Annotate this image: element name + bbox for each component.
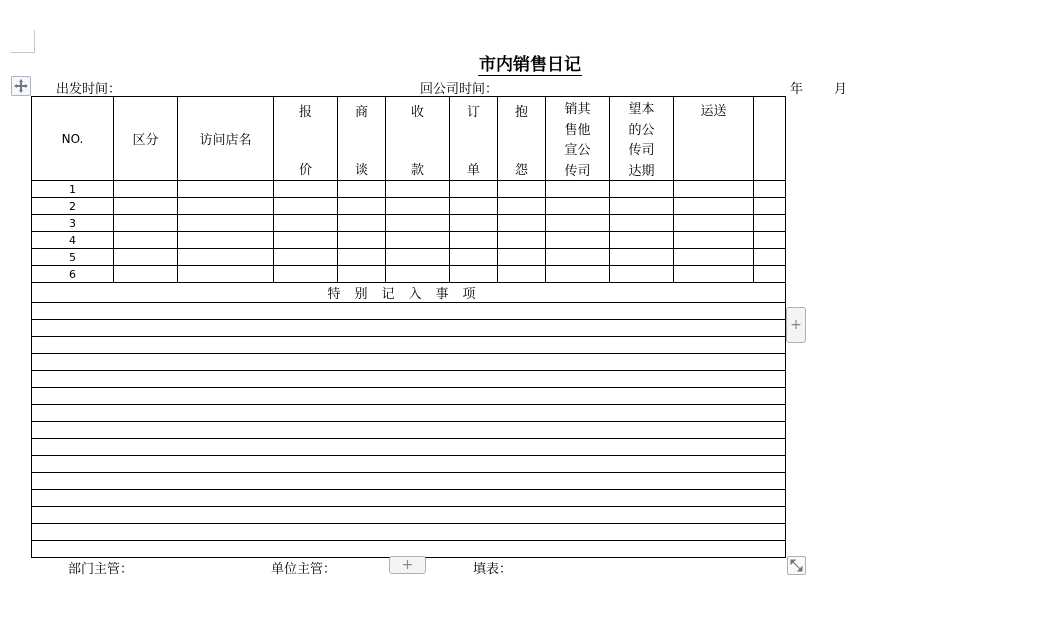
move-arrows-icon <box>14 79 28 93</box>
table-cell[interactable] <box>674 215 754 232</box>
special-notes-row <box>32 283 786 303</box>
table-cell[interactable] <box>546 266 610 283</box>
table-cell[interactable] <box>274 266 338 283</box>
table-cell[interactable] <box>178 266 274 283</box>
header-order[interactable]: 订 单 <box>450 97 498 181</box>
table-row <box>32 181 786 198</box>
table-cell[interactable] <box>546 215 610 232</box>
table-cell[interactable] <box>546 249 610 266</box>
add-column-button[interactable]: + <box>786 307 806 343</box>
header-extra[interactable] <box>754 97 786 181</box>
table-cell[interactable] <box>610 215 674 232</box>
unit-manager-label: 单位主管： <box>271 562 337 577</box>
table-cell[interactable] <box>114 215 178 232</box>
note-line-row <box>32 337 786 354</box>
row-number-cell[interactable]: 3 <box>32 215 114 232</box>
table-cell[interactable] <box>610 266 674 283</box>
dept-manager-label: 部门主管： <box>68 562 134 577</box>
table-cell[interactable] <box>674 266 754 283</box>
table-cell[interactable] <box>338 215 386 232</box>
table-cell[interactable] <box>450 232 498 249</box>
table-row <box>32 215 786 232</box>
note-line-row <box>32 388 786 405</box>
note-line-row <box>32 371 786 388</box>
table-cell[interactable] <box>450 249 498 266</box>
table-cell[interactable] <box>386 198 450 215</box>
table-cell[interactable] <box>754 181 786 198</box>
year-label: 年 <box>790 82 804 97</box>
table-cell[interactable] <box>610 181 674 198</box>
table-cell[interactable] <box>450 181 498 198</box>
month-label: 月 <box>834 82 848 97</box>
table-cell[interactable] <box>338 232 386 249</box>
row-number-cell[interactable]: 5 <box>32 249 114 266</box>
add-row-button[interactable]: + <box>389 556 426 574</box>
row-number-cell[interactable]: 6 <box>32 266 114 283</box>
table-cell[interactable] <box>114 232 178 249</box>
table-cell[interactable] <box>450 198 498 215</box>
table-cell[interactable] <box>450 215 498 232</box>
table-row <box>32 266 786 283</box>
table-cell[interactable] <box>178 215 274 232</box>
table-cell[interactable] <box>674 198 754 215</box>
note-line-cell[interactable] <box>32 303 786 320</box>
table-cell[interactable] <box>498 266 546 283</box>
table-cell[interactable] <box>274 232 338 249</box>
table-cell[interactable] <box>498 181 546 198</box>
table-move-handle[interactable] <box>11 76 31 96</box>
header-row <box>32 97 786 181</box>
note-line-row <box>32 303 786 320</box>
note-line-row <box>32 507 786 524</box>
note-line-row <box>32 354 786 371</box>
table-cell[interactable] <box>498 198 546 215</box>
note-line-row <box>32 422 786 439</box>
note-line-cell[interactable] <box>32 473 786 490</box>
table-cell[interactable] <box>498 232 546 249</box>
table-cell[interactable] <box>386 232 450 249</box>
header-company-wish[interactable]: 望本 的公 传司 达期 <box>610 97 674 181</box>
table-cell[interactable] <box>338 181 386 198</box>
resize-diagonal-icon <box>790 559 803 572</box>
note-line-cell[interactable] <box>32 439 786 456</box>
document-title: 市内销售日记 <box>479 55 581 75</box>
header-other-promo[interactable]: 销其 售他 宣公 传司 <box>546 97 610 181</box>
header-delivery[interactable]: 运送 <box>674 97 754 181</box>
table-cell[interactable] <box>610 232 674 249</box>
table-cell[interactable] <box>386 266 450 283</box>
note-line-cell[interactable] <box>32 524 786 541</box>
table-cell[interactable] <box>546 181 610 198</box>
row-number-cell[interactable]: 2 <box>32 198 114 215</box>
table-resize-handle[interactable] <box>787 556 806 575</box>
table-cell[interactable] <box>114 198 178 215</box>
note-line-row <box>32 456 786 473</box>
table-cell[interactable] <box>386 215 450 232</box>
table-cell[interactable] <box>274 215 338 232</box>
table-row <box>32 232 786 249</box>
row-number-cell[interactable]: 1 <box>32 181 114 198</box>
table-cell[interactable] <box>754 249 786 266</box>
numbered-rows <box>32 181 786 283</box>
table-cell[interactable] <box>274 198 338 215</box>
table-cell[interactable] <box>674 232 754 249</box>
table-cell[interactable] <box>498 249 546 266</box>
table-cell[interactable] <box>546 232 610 249</box>
special-notes-lines <box>32 303 786 558</box>
table-cell[interactable] <box>754 198 786 215</box>
table-cell[interactable] <box>674 249 754 266</box>
note-line-cell[interactable] <box>32 388 786 405</box>
table-cell[interactable] <box>546 198 610 215</box>
table-cell[interactable] <box>450 266 498 283</box>
table-cell[interactable] <box>674 181 754 198</box>
table-cell[interactable] <box>754 266 786 283</box>
table-cell[interactable] <box>178 198 274 215</box>
header-complaint[interactable]: 抱 怨 <box>498 97 546 181</box>
table-cell[interactable] <box>610 249 674 266</box>
note-line-cell[interactable] <box>32 320 786 337</box>
header-collect[interactable]: 收 款 <box>386 97 450 181</box>
table-cell[interactable] <box>338 198 386 215</box>
table-cell[interactable] <box>338 266 386 283</box>
table-cell[interactable] <box>114 266 178 283</box>
table-cell[interactable] <box>386 181 450 198</box>
header-store-name[interactable]: 访问店名 <box>178 97 274 181</box>
note-line-cell[interactable] <box>32 490 786 507</box>
table-cell[interactable] <box>498 215 546 232</box>
note-line-row <box>32 405 786 422</box>
departure-time-label: 出发时间： <box>56 82 122 97</box>
table-cell[interactable] <box>754 232 786 249</box>
note-line-cell[interactable] <box>32 541 786 558</box>
table-cell[interactable] <box>114 249 178 266</box>
table-row <box>32 249 786 266</box>
table-cell[interactable] <box>114 181 178 198</box>
table-cell[interactable] <box>274 249 338 266</box>
note-line-cell[interactable] <box>32 354 786 371</box>
header-quote[interactable]: 报 价 <box>274 97 338 181</box>
table-cell[interactable] <box>610 198 674 215</box>
header-no[interactable]: NO. <box>32 97 114 181</box>
table-row <box>32 198 786 215</box>
note-line-cell[interactable] <box>32 371 786 388</box>
table-cell[interactable] <box>386 249 450 266</box>
note-line-row <box>32 490 786 507</box>
note-line-row <box>32 473 786 490</box>
special-notes-label[interactable]: 特别记入事项 <box>32 283 786 303</box>
table-cell[interactable] <box>754 215 786 232</box>
return-time-label: 回公司时间： <box>420 82 499 97</box>
note-line-row <box>32 320 786 337</box>
table-cell[interactable] <box>178 181 274 198</box>
note-line-row <box>32 541 786 558</box>
sales-log-table <box>31 96 786 558</box>
header-negotiate[interactable]: 商 谈 <box>338 97 386 181</box>
table-cell[interactable] <box>178 232 274 249</box>
note-line-cell[interactable] <box>32 405 786 422</box>
note-line-cell[interactable] <box>32 337 786 354</box>
note-line-cell[interactable] <box>32 456 786 473</box>
header-district[interactable]: 区分 <box>114 97 178 181</box>
note-line-row <box>32 524 786 541</box>
row-number-cell[interactable]: 4 <box>32 232 114 249</box>
table-cell[interactable] <box>274 181 338 198</box>
table-cell[interactable] <box>338 249 386 266</box>
note-line-cell[interactable] <box>32 507 786 524</box>
filled-by-label: 填表： <box>473 562 513 577</box>
note-line-cell[interactable] <box>32 422 786 439</box>
table-cell[interactable] <box>178 249 274 266</box>
note-line-row <box>32 439 786 456</box>
